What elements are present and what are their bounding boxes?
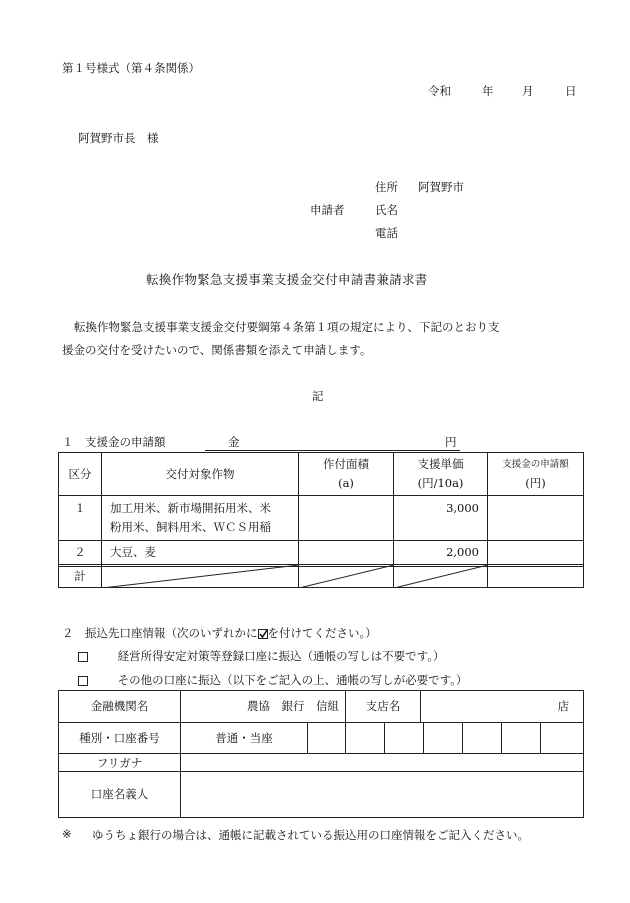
row2-price: 2,000: [394, 541, 488, 565]
option2[interactable]: その他の口座に振込（以下をご記入の上、通帳の写しが必要です。）: [78, 672, 467, 688]
furigana-row: [59, 754, 584, 772]
date-era: 令和: [428, 84, 451, 98]
row1-crop: 加工用米、新市場開拓用米、米 粉用米、飼料用米、ＷＣＳ用稲: [102, 496, 299, 541]
double-rule: [58, 566, 583, 567]
holder-field[interactable]: [181, 772, 584, 818]
applicant-label: 申請者: [310, 203, 345, 217]
row1-kubun: １: [59, 496, 102, 541]
footnote-mark: ※: [62, 827, 72, 841]
slash-mark: [299, 565, 394, 588]
option1[interactable]: 経営所得安定対策等登録口座に振込（通帳の写しは不要です。）: [78, 648, 444, 664]
ki-mark: 記: [312, 389, 324, 403]
bank-name-field[interactable]: 農協 銀行 信組: [181, 691, 346, 723]
holder-label: 口座名義人: [59, 772, 181, 818]
furigana-label: フリガナ: [59, 754, 181, 772]
total-row: [59, 565, 584, 588]
date-month: 月: [522, 84, 534, 98]
table-row: [59, 496, 584, 541]
table-header-row: [59, 453, 584, 496]
row1-amount[interactable]: [488, 496, 584, 541]
total-area-slashed: [299, 565, 394, 588]
slash-mark: [102, 565, 299, 588]
account-digit[interactable]: [424, 723, 463, 754]
bank-table: [58, 690, 584, 818]
account-digit[interactable]: [346, 723, 385, 754]
account-digit[interactable]: [463, 723, 502, 754]
row2-crop: 大豆、麦: [102, 541, 299, 565]
header-kubun: 区分: [59, 453, 102, 496]
account-digit[interactable]: [541, 723, 584, 754]
option1-checkbox[interactable]: [78, 652, 88, 662]
date-year: 年: [482, 84, 494, 98]
name-label: 氏名: [375, 203, 398, 217]
form-number: 第１号様式（第４条関係）: [62, 61, 200, 75]
checked-box-icon: [258, 629, 268, 639]
header-unit-price: 支援単価 (円/10a): [394, 453, 488, 496]
date-day: 日: [565, 84, 577, 98]
row2-amount[interactable]: [488, 541, 584, 565]
branch-cell: [346, 691, 584, 723]
amount-underline: [205, 450, 460, 451]
footnote: ゆうちょ銀行の場合は、通帳に記載されている振込用の口座情報をご記入ください。: [92, 828, 529, 842]
row1-price: 3,000: [394, 496, 488, 541]
section2-label: ２ 振込先口座情報（次のいずれかに を付けてください。）: [62, 626, 377, 640]
header-amount: 支援金の申請額 (円): [488, 453, 584, 496]
section1-yen: 円: [445, 435, 457, 449]
row2-area[interactable]: [299, 541, 394, 565]
body-line-2: 援金の交付を受けたいので、関係書類を添えて申請します。: [62, 343, 372, 357]
row2-kubun: ２: [59, 541, 102, 565]
account-type-label: 種別・口座番号: [59, 723, 181, 754]
total-crop-slashed: [102, 565, 299, 588]
address-label: 住所: [375, 180, 398, 194]
header-area: 作付面積 (a): [299, 453, 394, 496]
header-crop: 交付対象作物: [102, 453, 299, 496]
section1-kin: 金: [228, 435, 240, 449]
branch-field[interactable]: 店: [557, 699, 570, 713]
account-digit[interactable]: [308, 723, 346, 754]
application-table: [58, 452, 584, 588]
branch-label: 支店名: [346, 691, 421, 722]
account-digit[interactable]: [385, 723, 424, 754]
body-line-1: 転換作物緊急支援事業支援金交付要綱第４条第１項の規定により、下記のとおり支: [74, 320, 500, 334]
slash-mark: [394, 565, 488, 588]
addressee: 阿賀野市長 様: [78, 131, 159, 145]
phone-label: 電話: [375, 226, 398, 240]
total-amount[interactable]: [488, 565, 584, 588]
account-type-value[interactable]: 普通・当座: [181, 723, 308, 754]
option2-checkbox[interactable]: [78, 676, 88, 686]
furigana-field[interactable]: [181, 754, 584, 772]
bank-row: [59, 691, 584, 723]
address-value: 阿賀野市: [418, 180, 464, 194]
row1-area[interactable]: [299, 496, 394, 541]
account-digit[interactable]: [502, 723, 541, 754]
total-price-slashed: [394, 565, 488, 588]
section1-label: １ 支援金の申請額: [62, 435, 166, 449]
holder-row: [59, 772, 584, 818]
account-row: [59, 723, 584, 754]
document-title: 転換作物緊急支援事業支援金交付申請書兼請求書: [146, 272, 428, 287]
table-row: [59, 541, 584, 565]
total-label: 計: [59, 565, 102, 588]
bank-name-label: 金融機関名: [59, 691, 181, 723]
